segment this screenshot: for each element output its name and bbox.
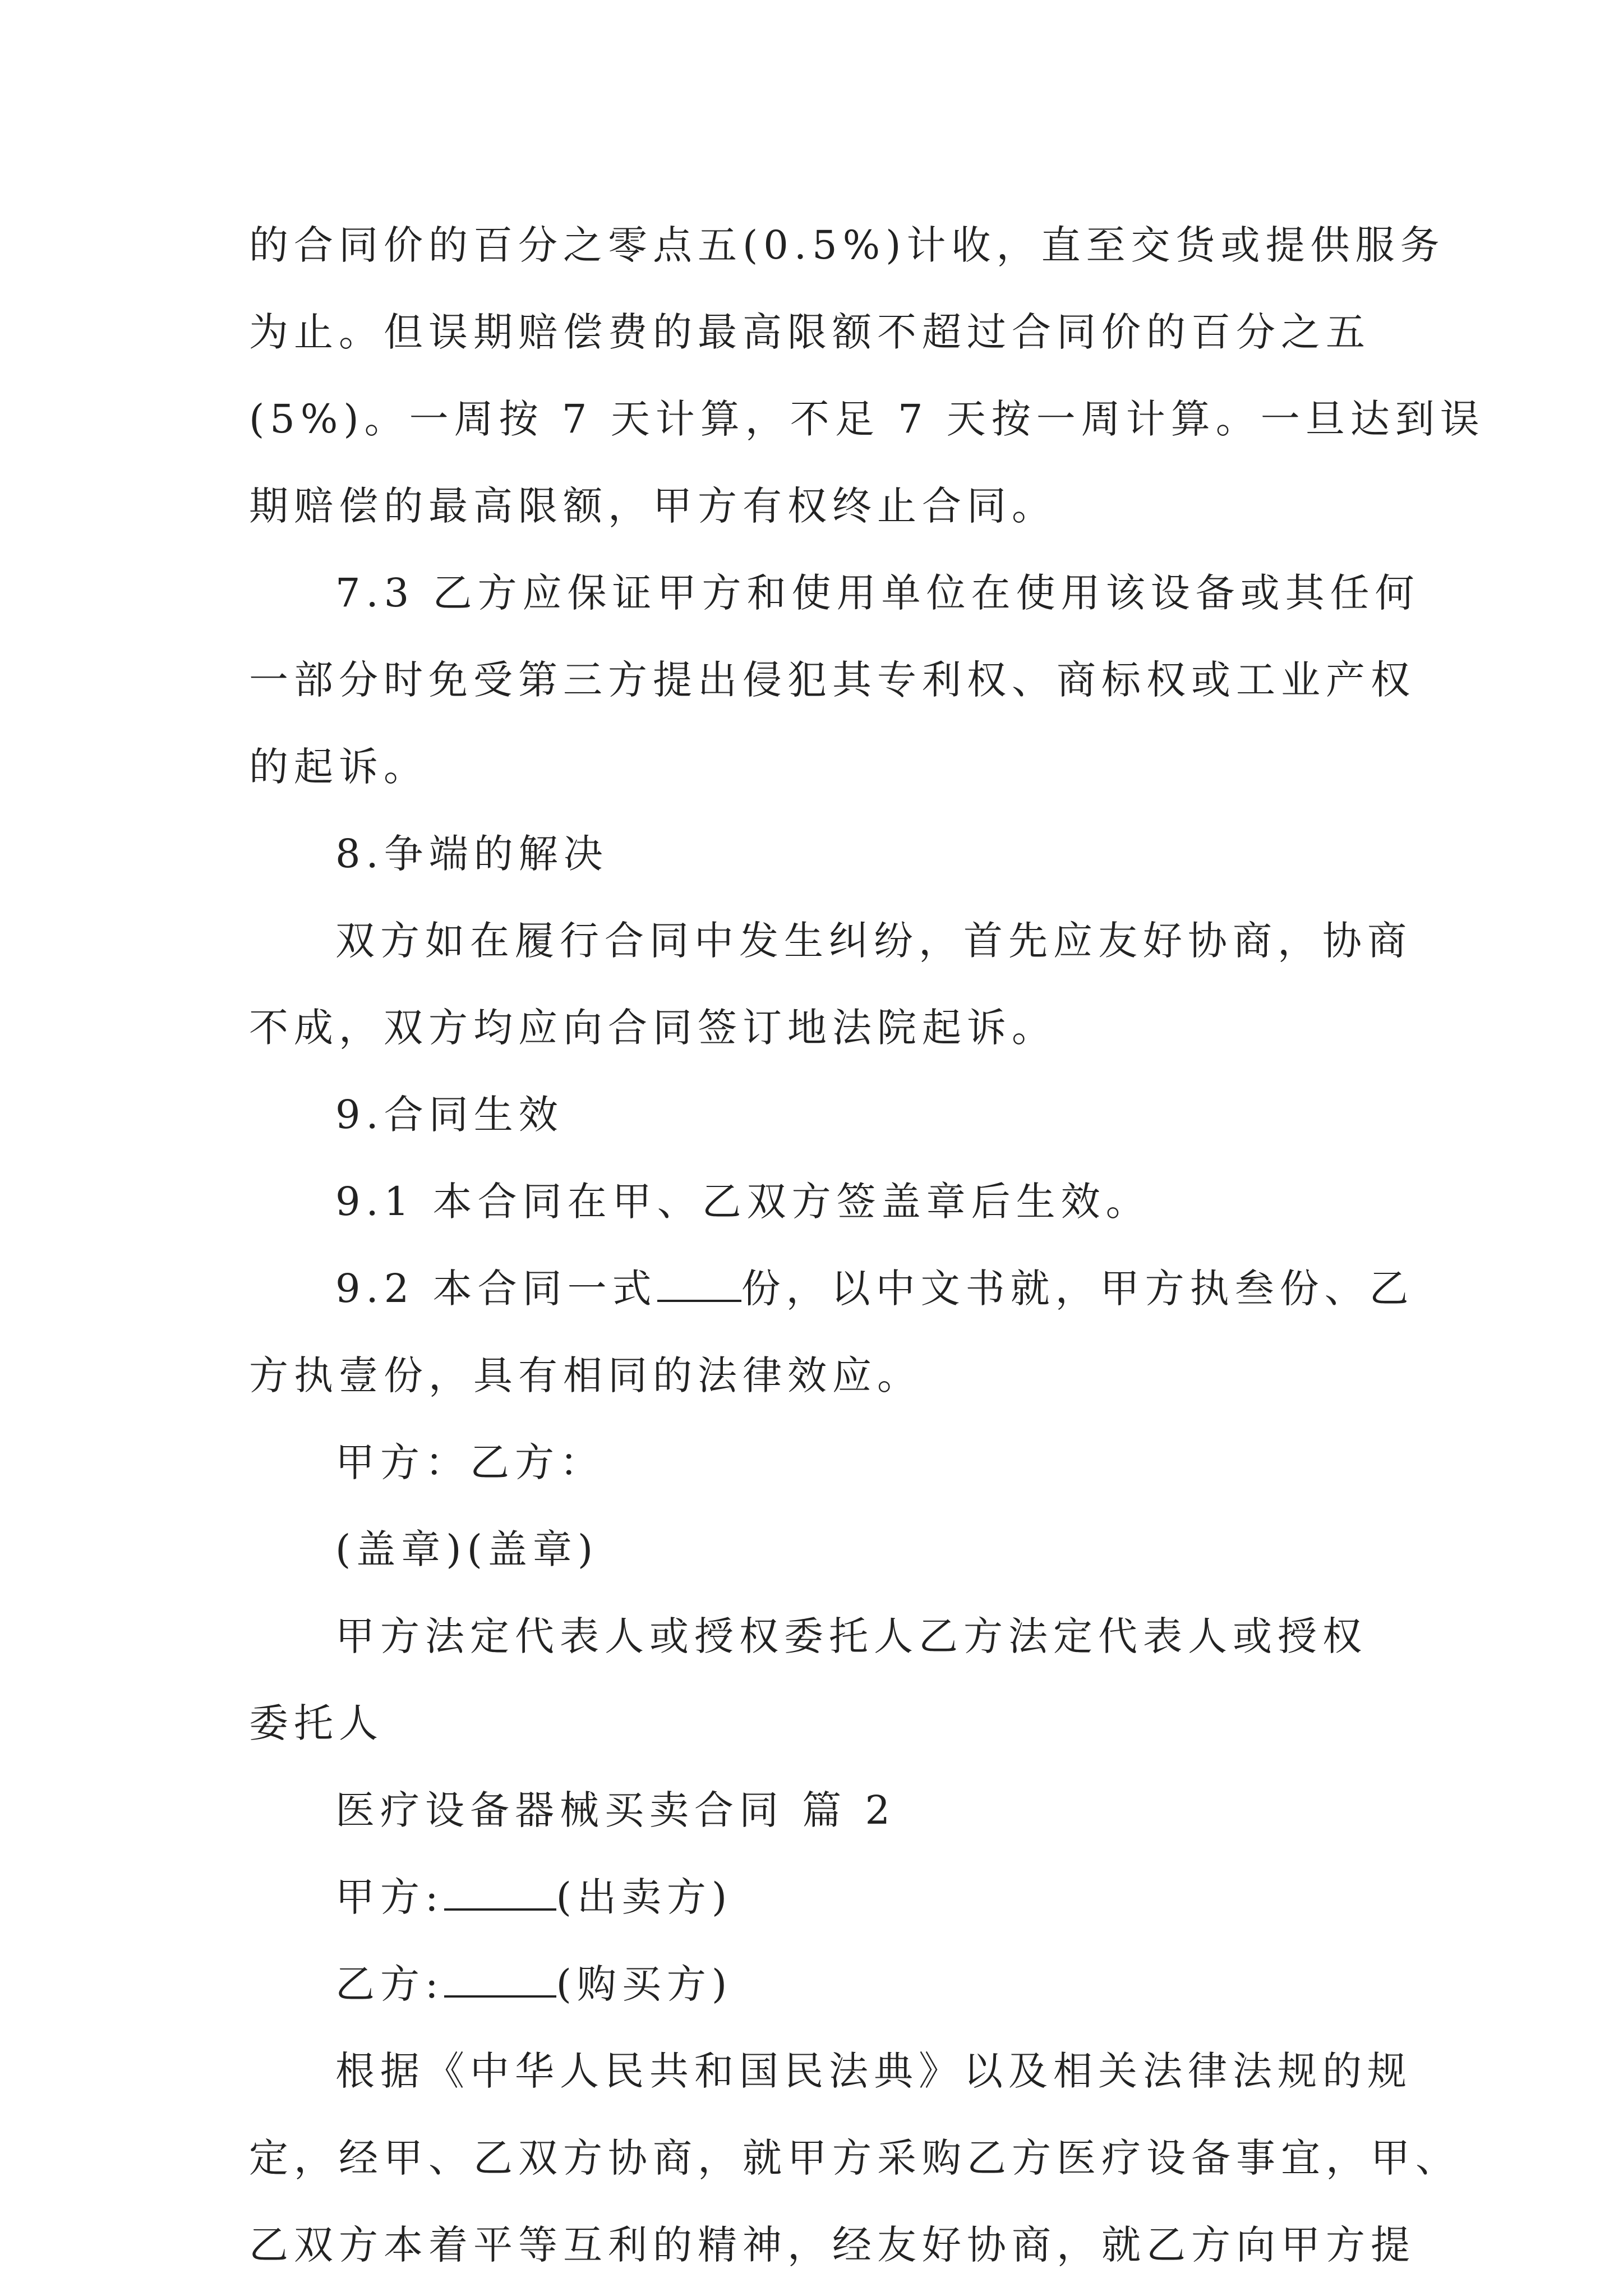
text-segment: 乙方: <box>335 1961 444 2007</box>
text-segment: 9.2 本合同一式 <box>335 1266 657 1312</box>
text-line: (5%)。一周按 7 天计算，不足 7 天按一周计算。一旦达到误 <box>249 396 1485 442</box>
section-heading: 9.合同生效 <box>335 1092 564 1138</box>
text-line: 为止。但误期赔偿费的最高限额不超过合同价的百分之五 <box>249 309 1371 355</box>
text-line: 不成，双方均应向合同签订地法院起诉。 <box>249 1005 1057 1051</box>
fill-in-blank[interactable] <box>444 1962 556 1998</box>
text-line: 委托人 <box>249 1700 384 1746</box>
text-line: 7.3 乙方应保证甲方和使用单位在使用该设备或其任何 <box>335 570 1420 616</box>
text-line: 甲方法定代表人或授权委托人乙方法定代表人或授权 <box>335 1613 1367 1659</box>
document-title: 医疗设备器械买卖合同 篇 2 <box>335 1787 896 1833</box>
fill-in-blank[interactable] <box>444 1875 556 1911</box>
paragraph-7-3 <box>249 550 1420 637</box>
contract-title-2 <box>249 1767 1387 1854</box>
text-segment: (出卖方) <box>556 1874 733 1920</box>
text-line <box>249 1245 1414 1332</box>
text-line: 方执壹份，具有相同的法律效应。 <box>249 1352 922 1398</box>
text-line: 甲方：乙方： <box>335 1439 605 1485</box>
signature-representatives-cont <box>249 1680 1387 1767</box>
paragraph-preamble-cont <box>249 2115 1460 2289</box>
text-segment: 份，以中文书就，甲方执叁份、乙 <box>741 1266 1414 1312</box>
document-body <box>249 202 1485 2289</box>
signature-parties <box>249 1419 1387 1506</box>
paragraph-preamble <box>249 2028 1412 2115</box>
text-line: 的起诉。 <box>249 744 428 790</box>
signature-seals <box>249 1506 1387 1593</box>
text-line: 根据《中华人民共和国民法典》以及相关法律法规的规 <box>335 2048 1412 2094</box>
text-segment: (购买方) <box>556 1961 733 2007</box>
party-b-line <box>249 1941 1387 2028</box>
text-line: 定，经甲、乙双方协商，就甲方采购乙方医疗设备事宜，甲、 <box>249 2135 1460 2181</box>
heading-8 <box>249 811 1387 898</box>
party-a-line <box>249 1854 1387 1941</box>
paragraph-7-3-cont <box>249 637 1415 811</box>
text-line: 9.1 本合同在甲、乙双方签盖章后生效。 <box>335 1179 1151 1225</box>
text-line: 的合同价的百分之零点五(0.5%)计收，直至交货或提供服务 <box>249 222 1445 268</box>
heading-9 <box>249 1071 1387 1158</box>
text-line: 乙双方本着平等互利的精神，经友好协商，就乙方向甲方提 <box>249 2222 1415 2268</box>
fill-in-blank[interactable] <box>657 1266 741 1302</box>
text-line: 一部分时免受第三方提出侵犯其专利权、商标权或工业产权 <box>249 657 1415 703</box>
text-line <box>249 1854 1387 1941</box>
text-segment: 甲方: <box>335 1874 444 1920</box>
text-line: 期赔偿的最高限额，甲方有权终止合同。 <box>249 483 1057 529</box>
text-line: (盖章)(盖章) <box>335 1526 599 1572</box>
text-line <box>249 1941 1387 2028</box>
paragraph-9-2 <box>249 1245 1414 1332</box>
signature-representatives <box>249 1593 1387 1680</box>
paragraph-8 <box>249 898 1412 984</box>
paragraph-8-cont <box>249 984 1387 1071</box>
paragraph-9-1 <box>249 1158 1387 1245</box>
paragraph-penalty-clause <box>249 202 1485 550</box>
paragraph-9-2-cont <box>249 1332 1387 1419</box>
section-heading: 8.争端的解决 <box>335 831 608 877</box>
text-line: 双方如在履行合同中发生纠纷，首先应友好协商，协商 <box>335 918 1412 964</box>
